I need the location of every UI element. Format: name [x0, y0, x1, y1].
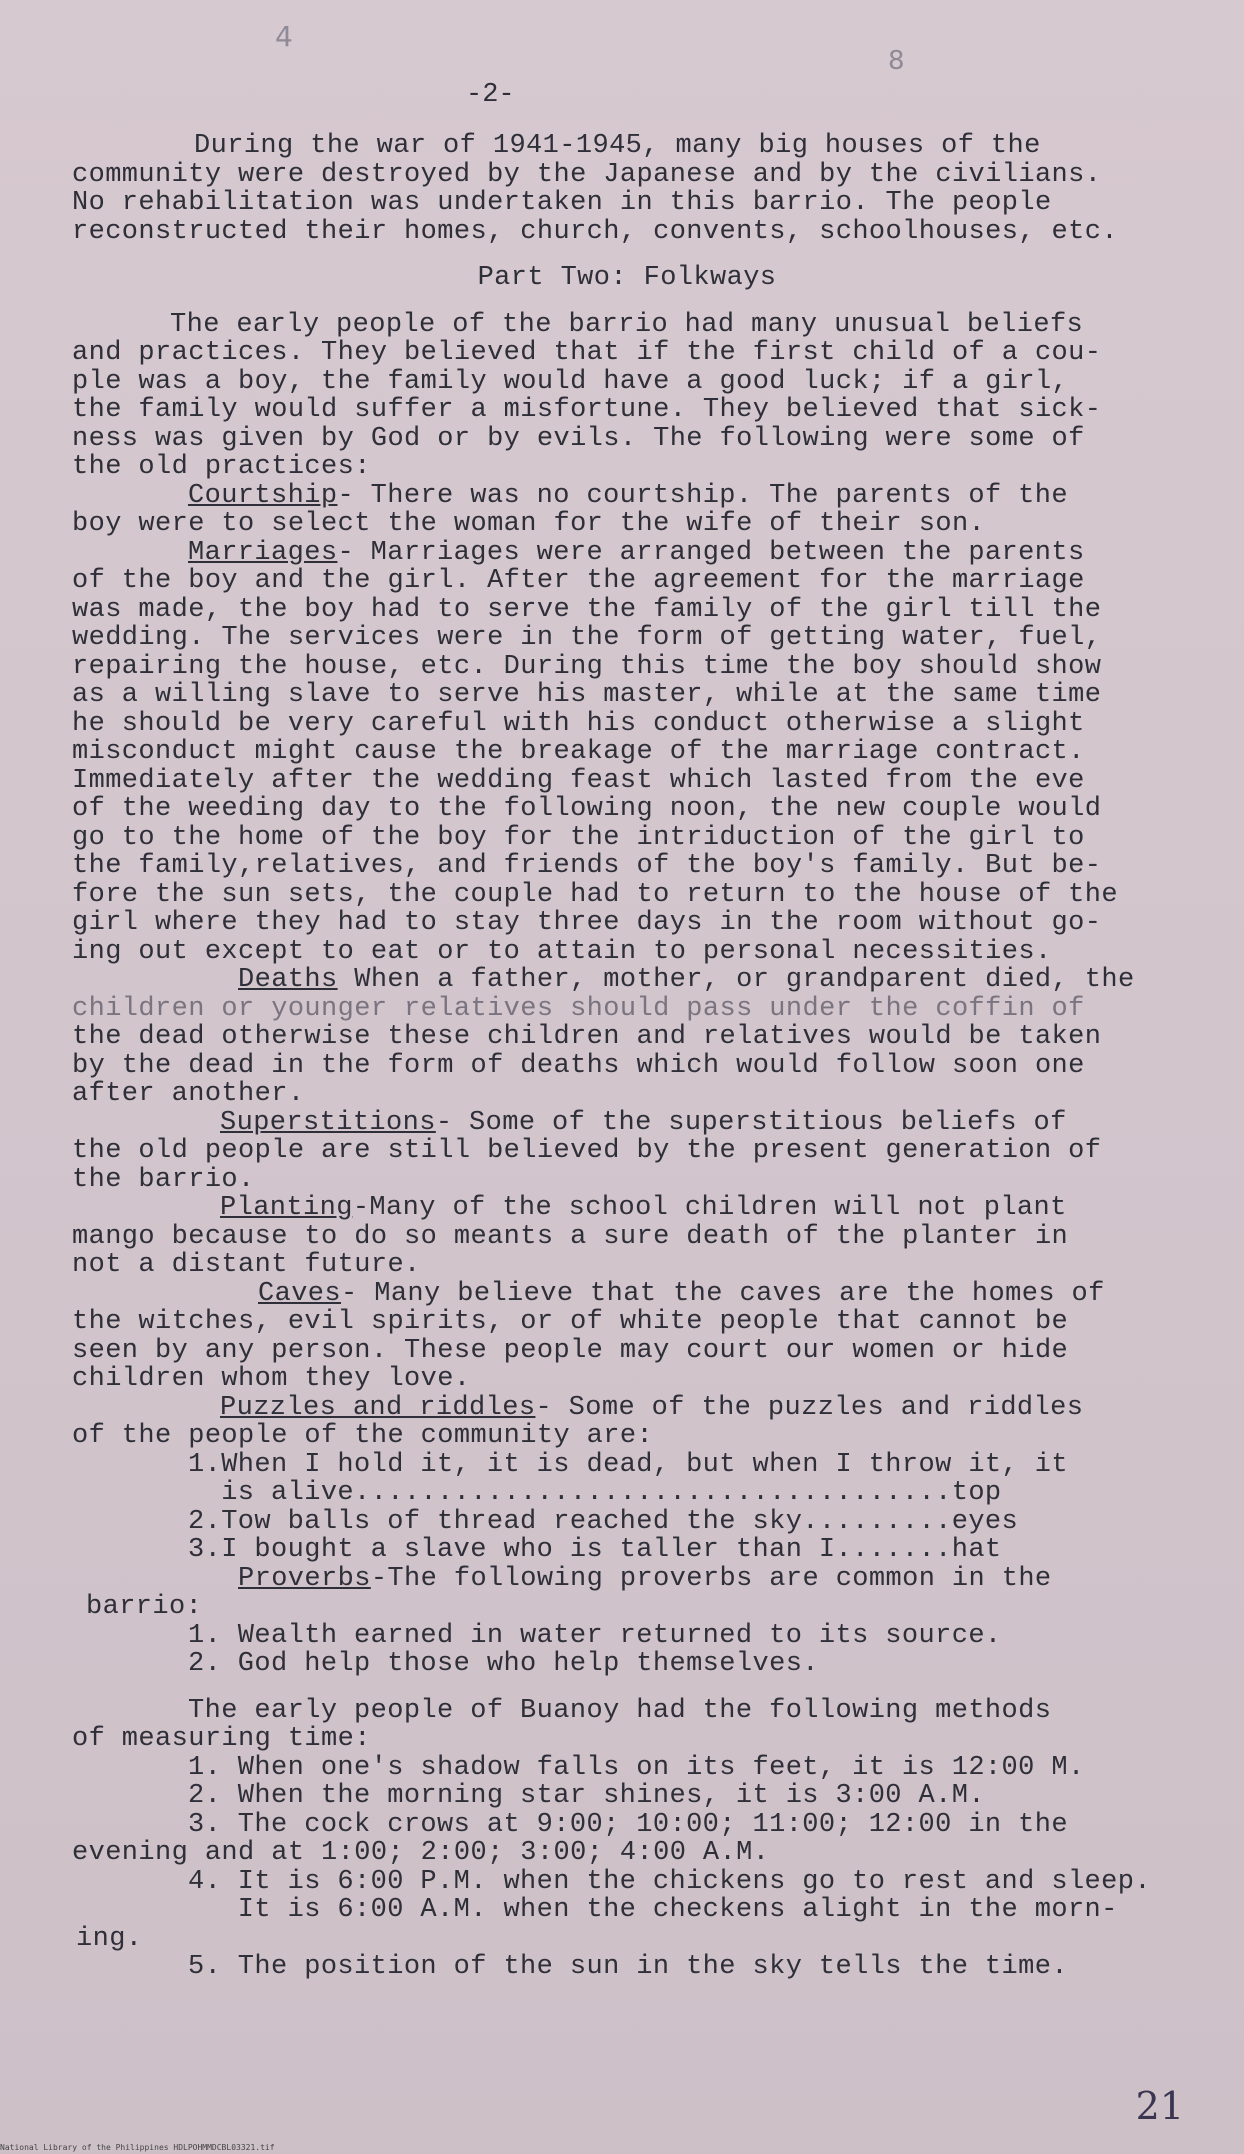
- pencil-mark-top-right: 8: [888, 46, 905, 76]
- text-line: seen by any person. These people may court our women or hide: [72, 1335, 1069, 1366]
- text-line: and practices. They believed that if the first child of a cou-: [72, 338, 1102, 368]
- text-line: of measuring time:: [72, 1724, 371, 1754]
- riddle-item: 3.I bought a slave who is taller than I.......hat: [188, 1535, 1002, 1565]
- marriages-section: [72, 539, 1182, 967]
- text-line: repairing the house, etc. During this time the boy should show: [72, 651, 1102, 682]
- text-line: fore the sun sets, the couple had to return to the house of the: [72, 879, 1118, 910]
- time-item: ing.: [76, 1923, 143, 1954]
- text-line: girl where they had to stay three days in the room without go-: [72, 908, 1102, 938]
- courtship-text: - There was no courtship. The parents of the: [337, 480, 1068, 511]
- marriages-label: Marriages: [188, 537, 338, 568]
- text-line: barrio:: [86, 1592, 203, 1622]
- text-line: The early people of the barrio had many unusual beliefs: [170, 309, 1084, 340]
- courtship-label: Courtship: [188, 480, 338, 511]
- deaths-text: When a father, mother, or grandparent died, the: [337, 965, 1135, 995]
- intro-line: No rehabilitation was undertaken in this barrio. The people: [72, 188, 1052, 218]
- proverbs-label: Proverbs: [238, 1563, 371, 1594]
- time-section: [72, 1697, 1182, 1982]
- planting-section: [72, 1194, 1182, 1280]
- deaths-section: [72, 966, 1182, 1109]
- proverb-item: 1. Wealth earned in water returned to its source.: [188, 1620, 1002, 1651]
- text-line: the old people are still believed by the present generation of: [72, 1136, 1102, 1166]
- superstitions-section: [72, 1109, 1182, 1195]
- text-line: the old practices:: [72, 452, 371, 482]
- puzzles-section: [72, 1394, 1182, 1565]
- time-item: 4. It is 6:00 P.M. when the chickens go to rest and sleep.: [188, 1866, 1151, 1897]
- pencil-mark-top-left: 4: [275, 20, 293, 53]
- text-line: the witches, evil spirits, or of white people that cannot be: [72, 1307, 1069, 1337]
- text-line: as a willing slave to serve his master, while at the same time: [72, 680, 1102, 710]
- time-item: 1. When one's shadow falls on its feet, it is 12:00 M.: [188, 1752, 1085, 1783]
- text-line: misconduct might cause the breakage of the marriage contract.: [72, 737, 1085, 767]
- archive-footer: National Library of the Philippines HDLPOHMMDCBL03321.tif: [0, 2143, 275, 2152]
- text-line: after another.: [72, 1079, 305, 1109]
- time-item: evening and at 1:00; 2:00; 3:00; 4:00 A.M.: [72, 1838, 770, 1868]
- intro-paragraph: [72, 132, 1182, 246]
- courtship-section: [72, 482, 1182, 539]
- caves-section: [72, 1280, 1182, 1394]
- text-line: ing out except to eat or to attain to personal necessities.: [72, 936, 1052, 967]
- puzzles-label: Puzzles and riddles: [220, 1392, 536, 1423]
- text-line: the barrio.: [72, 1164, 255, 1195]
- text-line: not a distant future.: [72, 1250, 421, 1280]
- text-line: by the dead in the form of deaths which would follow soon one: [72, 1050, 1085, 1081]
- text-line: the dead otherwise these children and relatives would be taken: [72, 1022, 1102, 1052]
- folkways-paragraph: [72, 311, 1182, 482]
- proverb-item: 2. God help those who help themselves.: [188, 1649, 819, 1679]
- planting-label: Planting: [220, 1193, 353, 1223]
- proverbs-text: -The following proverbs are common in the: [370, 1563, 1052, 1594]
- text-line: the family would suffer a misfortune. They believed that sick-: [72, 395, 1102, 425]
- typed-text-body: [72, 132, 1182, 1982]
- deaths-label: Deaths: [238, 965, 338, 995]
- text-line: of the weeding day to the following noon, the new couple would: [72, 794, 1102, 824]
- text-line: the family,relatives, and friends of the boy's family. But be-: [72, 851, 1102, 881]
- text-line: children whom they love.: [72, 1364, 471, 1394]
- intro-line: During the war of 1941-1945, many big houses of the: [194, 131, 1041, 161]
- text-line: mango because to do so meants a sure death of the planter in: [72, 1221, 1069, 1252]
- handwritten-page-number: 21: [1135, 2084, 1184, 2128]
- caves-text: - Many believe that the caves are the homes of: [341, 1278, 1105, 1309]
- intro-line: reconstructed their homes, church, convents, schoolhouses, etc.: [72, 216, 1118, 247]
- planting-text: -Many of the school children will not plant: [352, 1193, 1067, 1223]
- text-line: was made, the boy had to serve the family of the girl till the: [72, 594, 1102, 625]
- time-item: 5. The position of the sun in the sky tells the time.: [188, 1952, 1068, 1982]
- text-line: boy were to select the woman for the wife of their son.: [72, 509, 986, 539]
- marriages-text: - Marriages were arranged between the parents: [337, 537, 1085, 568]
- intro-line: community were destroyed by the Japanese and by the civilians.: [72, 159, 1102, 190]
- text-line: of the people of the community are:: [72, 1421, 654, 1451]
- text-line: of the boy and the girl. After the agreement for the marriage: [72, 566, 1085, 596]
- riddle-item: is alive....................................top: [188, 1478, 1002, 1508]
- superstitions-label: Superstitions: [220, 1107, 436, 1138]
- text-line: go to the home of the boy for the intriduction of the girl to: [72, 822, 1085, 853]
- time-item: 2. When the morning star shines, it is 3:00 A.M.: [188, 1781, 985, 1811]
- text-line: he should be very careful with his conduct otherwise a slight: [72, 708, 1085, 739]
- text-line: Immediately after the wedding feast which lasted from the eve: [72, 765, 1085, 796]
- text-line: wedding. The services were in the form of getting water, fuel,: [72, 623, 1102, 653]
- superstitions-text: - Some of the superstitious beliefs of: [435, 1107, 1067, 1138]
- text-line: The early people of Buanoy had the following methods: [188, 1695, 1052, 1726]
- proverbs-section: [72, 1565, 1182, 1679]
- section-heading: Part Two: Folkways: [477, 263, 777, 293]
- time-item: It is 6:00 A.M. when the checkens alight in the morn-: [188, 1895, 1118, 1925]
- time-item: 3. The cock crows at 9:00; 10:00; 11:00; 12:00 in the: [188, 1809, 1068, 1840]
- text-line: ple was a boy, the family would have a good luck; if a girl,: [72, 366, 1069, 397]
- caves-label: Caves: [258, 1278, 342, 1309]
- page-number: -2-: [466, 80, 515, 110]
- riddle-item: 1.When I hold it, it is dead, but when I throw it, it: [188, 1449, 1068, 1480]
- riddle-item: 2.Tow balls of thread reached the sky.........eyes: [188, 1506, 1019, 1537]
- text-line: ness was given by God or by evils. The following were some of: [72, 423, 1085, 454]
- puzzles-text: - Some of the puzzles and riddles: [535, 1392, 1084, 1423]
- faint-text-line: children or younger relatives should pass under the coffin of: [72, 993, 1085, 1024]
